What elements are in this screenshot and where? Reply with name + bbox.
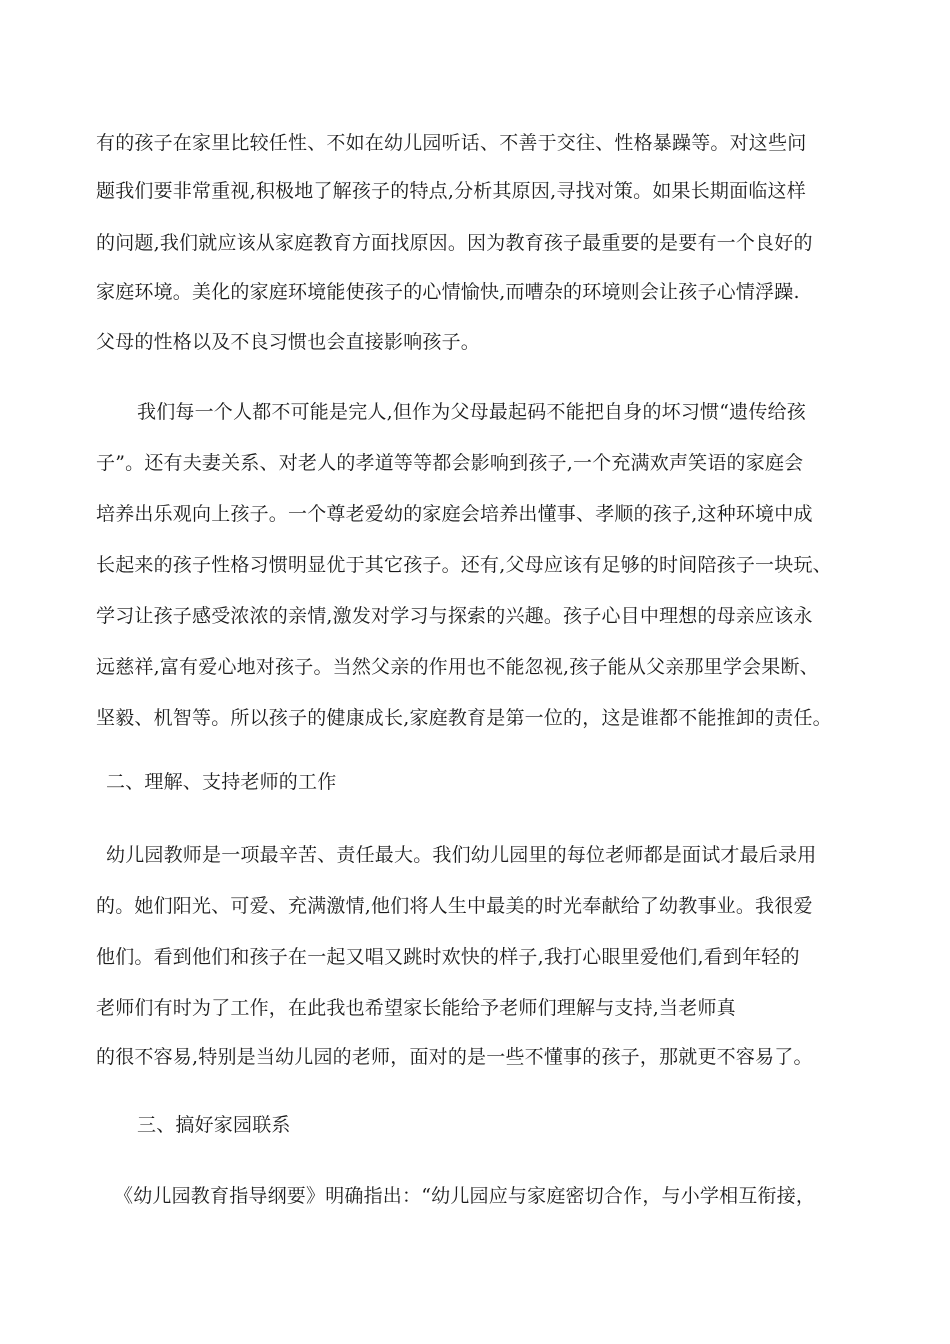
paragraph-3-line-3: 他们。看到他们和孩子在一起又唱又跳时欢快的样子,我打心眼里爱他们,看到年轻的	[96, 946, 800, 968]
paragraph-2-line-3: 培养出乐观向上孩子。一个尊老爱幼的家庭会培养出懂事、孝顺的孩子,这种环境中成	[96, 503, 813, 525]
paragraph-3-line-5: 的很不容易,特别是当幼儿园的老师，面对的是一些不懂事的孩子，那就更不容易了。	[96, 1046, 813, 1068]
paragraph-1-line-3: 的问题,我们就应该从家庭教育方面找原因。因为教育孩子最重要的是要有一个良好的	[96, 232, 813, 254]
paragraph-1-line-4: 家庭环境。美化的家庭环境能使孩子的心情愉快,而嘈杂的环境则会让孩子心情浮躁.	[96, 281, 800, 303]
paragraph-2-line-2: 子”。还有夫妻关系、对老人的孝道等等都会影响到孩子,一个充满欢声笑语的家庭会	[96, 452, 804, 474]
paragraph-2-line-4: 长起来的孩子性格习惯明显优于其它孩子。还有,父母应该有足够的时间陪孩子一块玩、	[96, 554, 832, 576]
section-heading-2: 二、理解、支持老师的工作	[106, 771, 337, 793]
section-heading-3: 三、搞好家园联系	[137, 1114, 291, 1136]
paragraph-3-line-2: 的。她们阳光、可爱、充满激情,他们将人生中最美的时光奉献给了幼教事业。我很爱	[96, 895, 813, 917]
paragraph-1-line-2: 题我们要非常重视,积极地了解孩子的特点,分析其原因,寻找对策。如果长期面临这样	[96, 180, 806, 202]
paragraph-3-line-4: 老师们有时为了工作，在此我也希望家长能给予老师们理解与支持,当老师真	[96, 997, 736, 1019]
paragraph-4-line-1: 《幼儿园教育指导纲要》明确指出：“幼儿园应与家庭密切合作，与小学相互衔接，	[114, 1185, 816, 1207]
paragraph-1-line-5: 父母的性格以及不良习惯也会直接影响孩子。	[96, 331, 481, 353]
paragraph-2-line-7: 坚毅、机智等。所以孩子的健康成长,家庭教育是第一位的，这是谁都不能推卸的责任。	[96, 707, 832, 729]
paragraph-3-line-1: 幼儿园教师是一项最辛苦、责任最大。我们幼儿园里的每位老师都是面试才最后录用	[106, 844, 817, 866]
paragraph-1-line-1: 有的孩子在家里比较任性、不如在幼儿园听话、不善于交往、性格暴躁等。对这些问	[96, 132, 807, 154]
paragraph-2-line-1: 我们每一个人都不可能是完人,但作为父母最起码不能把自身的坏习惯“遗传给孩	[137, 401, 806, 423]
paragraph-2-line-5: 学习让孩子感受浓浓的亲情,激发对学习与探索的兴趣。孩子心目中理想的母亲应该永	[96, 605, 813, 627]
paragraph-2-line-6: 远慈祥,富有爱心地对孩子。当然父亲的作用也不能忽视,孩子能从父亲那里学会果断、	[96, 656, 819, 678]
